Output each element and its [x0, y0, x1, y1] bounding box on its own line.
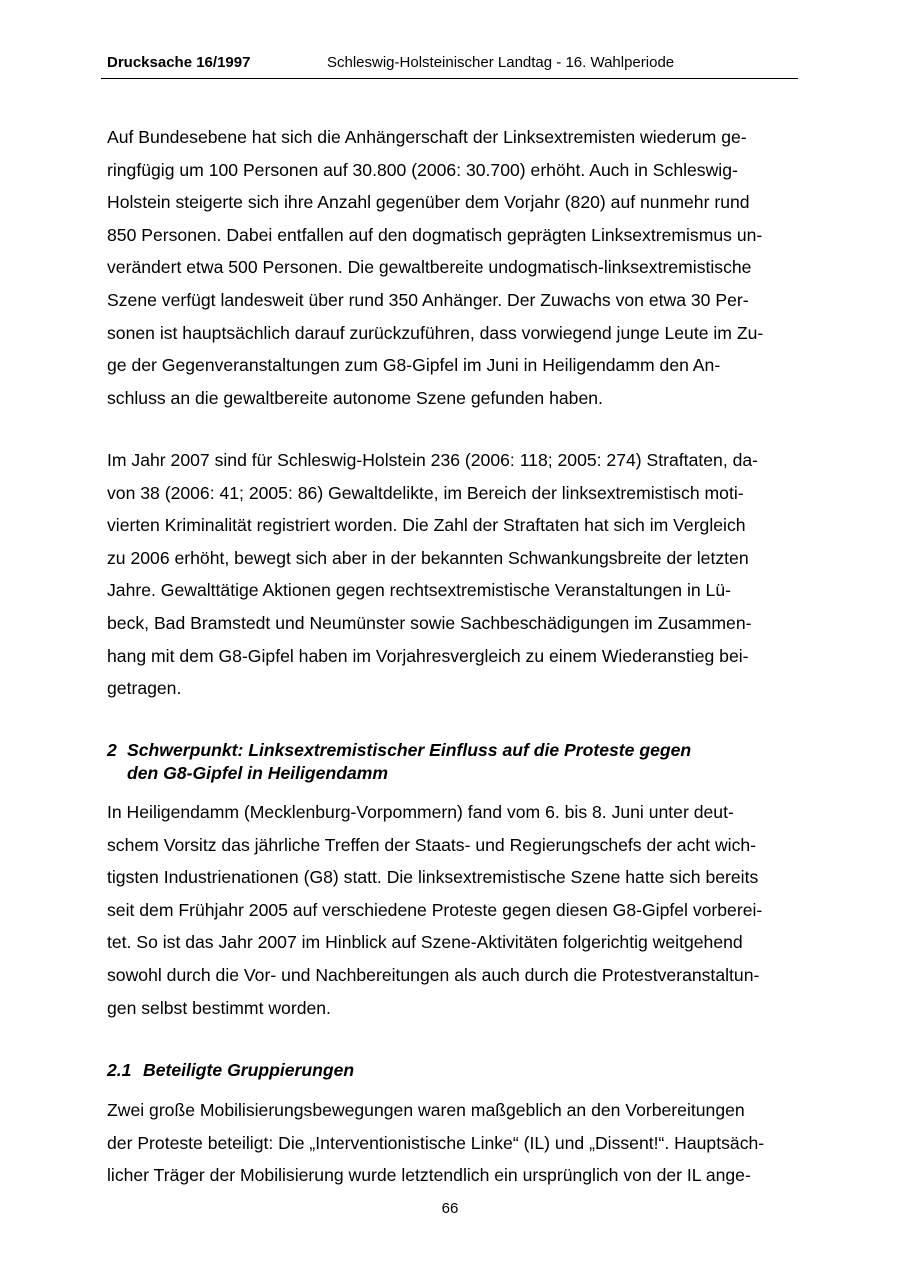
text-line: hang mit dem G8-Gipfel haben im Vorjahresvergleich zu einem Wiederanstieg bei-: [107, 645, 749, 666]
paragraph-heiligendamm: [107, 796, 762, 1024]
text-line: von 38 (2006: 41; 2005: 86) Gewaltdelikte, im Bereich der linksextremistisch moti-: [107, 482, 744, 503]
text-line: beck, Bad Bramstedt und Neumünster sowie Sachbeschädigungen im Zusammen-: [107, 612, 752, 633]
text-line: gen selbst bestimmt worden.: [107, 997, 331, 1018]
document-number: Drucksache 16/1997: [107, 54, 251, 71]
text-line: Holstein steigerte sich ihre Anzahl gegenüber dem Vorjahr (820) auf nunmehr rund: [107, 192, 750, 213]
section-title-line-2: den G8-Gipfel in Heiligendamm: [127, 763, 389, 783]
text-line: schluss an die gewaltbereite autonome Szene gefunden haben.: [107, 387, 603, 408]
paragraph-followers: [107, 121, 763, 414]
text-line: verändert etwa 500 Personen. Die gewaltbereite undogmatisch-linksextremistische: [107, 257, 752, 278]
text-line: getragen.: [107, 678, 182, 699]
text-line: ringfügig um 100 Personen auf 30.800 (2006: 30.700) erhöht. Auch in Schleswig-: [107, 159, 738, 180]
text-line: der Proteste beteiligt: Die „Interventionistische Linke“ (IL) und „Dissent!“. Hauptsäch-: [107, 1132, 765, 1153]
text-line: Im Jahr 2007 sind für Schleswig-Holstein 236 (2006: 118; 2005: 274) Straftaten, da-: [107, 450, 759, 470]
text-line: vierten Kriminalität registriert worden. Die Zahl der Straftaten hat sich im Vergleich: [107, 515, 746, 536]
text-line: In Heiligendamm (Mecklenburg-Vorpommern) fand vom 6. bis 8. Juni unter deut-: [107, 802, 734, 822]
text-line: Szene verfügt landesweit über rund 350 Anhänger. Der Zuwachs von etwa 30 Per-: [107, 289, 749, 310]
text-line: zu 2006 erhöht, bewegt sich aber in der bekannten Schwankungsbreite der letzten: [107, 547, 749, 568]
section-title-line-1: Schwerpunkt: Linksextremistischer Einfluss auf die Proteste gegen: [127, 740, 692, 760]
text-line: tigsten Industrienationen (G8) statt. Die linksextremistische Szene hatte sich bereits: [107, 867, 759, 888]
text-line: ge der Gegenveranstaltungen zum G8-Gipfel im Juni in Heiligendamm den An-: [107, 355, 721, 376]
section-number: 2.1: [107, 1060, 132, 1080]
page-header: [101, 52, 798, 79]
page-number: 66: [441, 1200, 459, 1217]
text-line: tet. So ist das Jahr 2007 im Hinblick auf Szene-Aktivitäten folgerichtig weitgehend: [107, 932, 743, 953]
paragraph-crimes: [107, 444, 758, 705]
section-2-1-heading: [107, 1060, 354, 1081]
text-line: schem Vorsitz das jährliche Treffen der Staats- und Regierungschefs der acht wich-: [107, 834, 757, 855]
section-title: Beteiligte Gruppierungen: [143, 1060, 355, 1080]
text-line: seit dem Frühjahr 2005 auf verschiedene Proteste gegen diesen G8-Gipfel vorberei-: [107, 899, 763, 920]
text-line: sonen ist hauptsächlich darauf zurückzuführen, dass vorwiegend junge Leute im Zu-: [107, 322, 764, 343]
text-line: Jahre. Gewalttätige Aktionen gegen rechtsextremistische Veranstaltungen in Lü-: [107, 580, 731, 601]
text-line: 850 Personen. Dabei entfallen auf den dogmatisch geprägten Linksextremismus un-: [107, 224, 763, 245]
text-line: sowohl durch die Vor- und Nachbereitungen als auch durch die Protestveranstaltun-: [107, 964, 760, 985]
section-2-heading-continued: [127, 763, 388, 784]
section-2-heading: [107, 740, 691, 761]
text-line: licher Träger der Mobilisierung wurde letztendlich ein ursprünglich von der IL ange-: [107, 1165, 751, 1186]
text-line: Zwei große Mobilisierungsbewegungen waren maßgeblich an den Vorbereitungen: [107, 1100, 745, 1120]
text-line: Auf Bundesebene hat sich die Anhängerschaft der Linksextremisten wiederum ge-: [107, 127, 747, 147]
section-number: 2: [107, 740, 117, 760]
paragraph-mobilization: [107, 1094, 764, 1192]
header-title: Schleswig-Holsteinischer Landtag - 16. Wahlperiode: [327, 54, 675, 71]
